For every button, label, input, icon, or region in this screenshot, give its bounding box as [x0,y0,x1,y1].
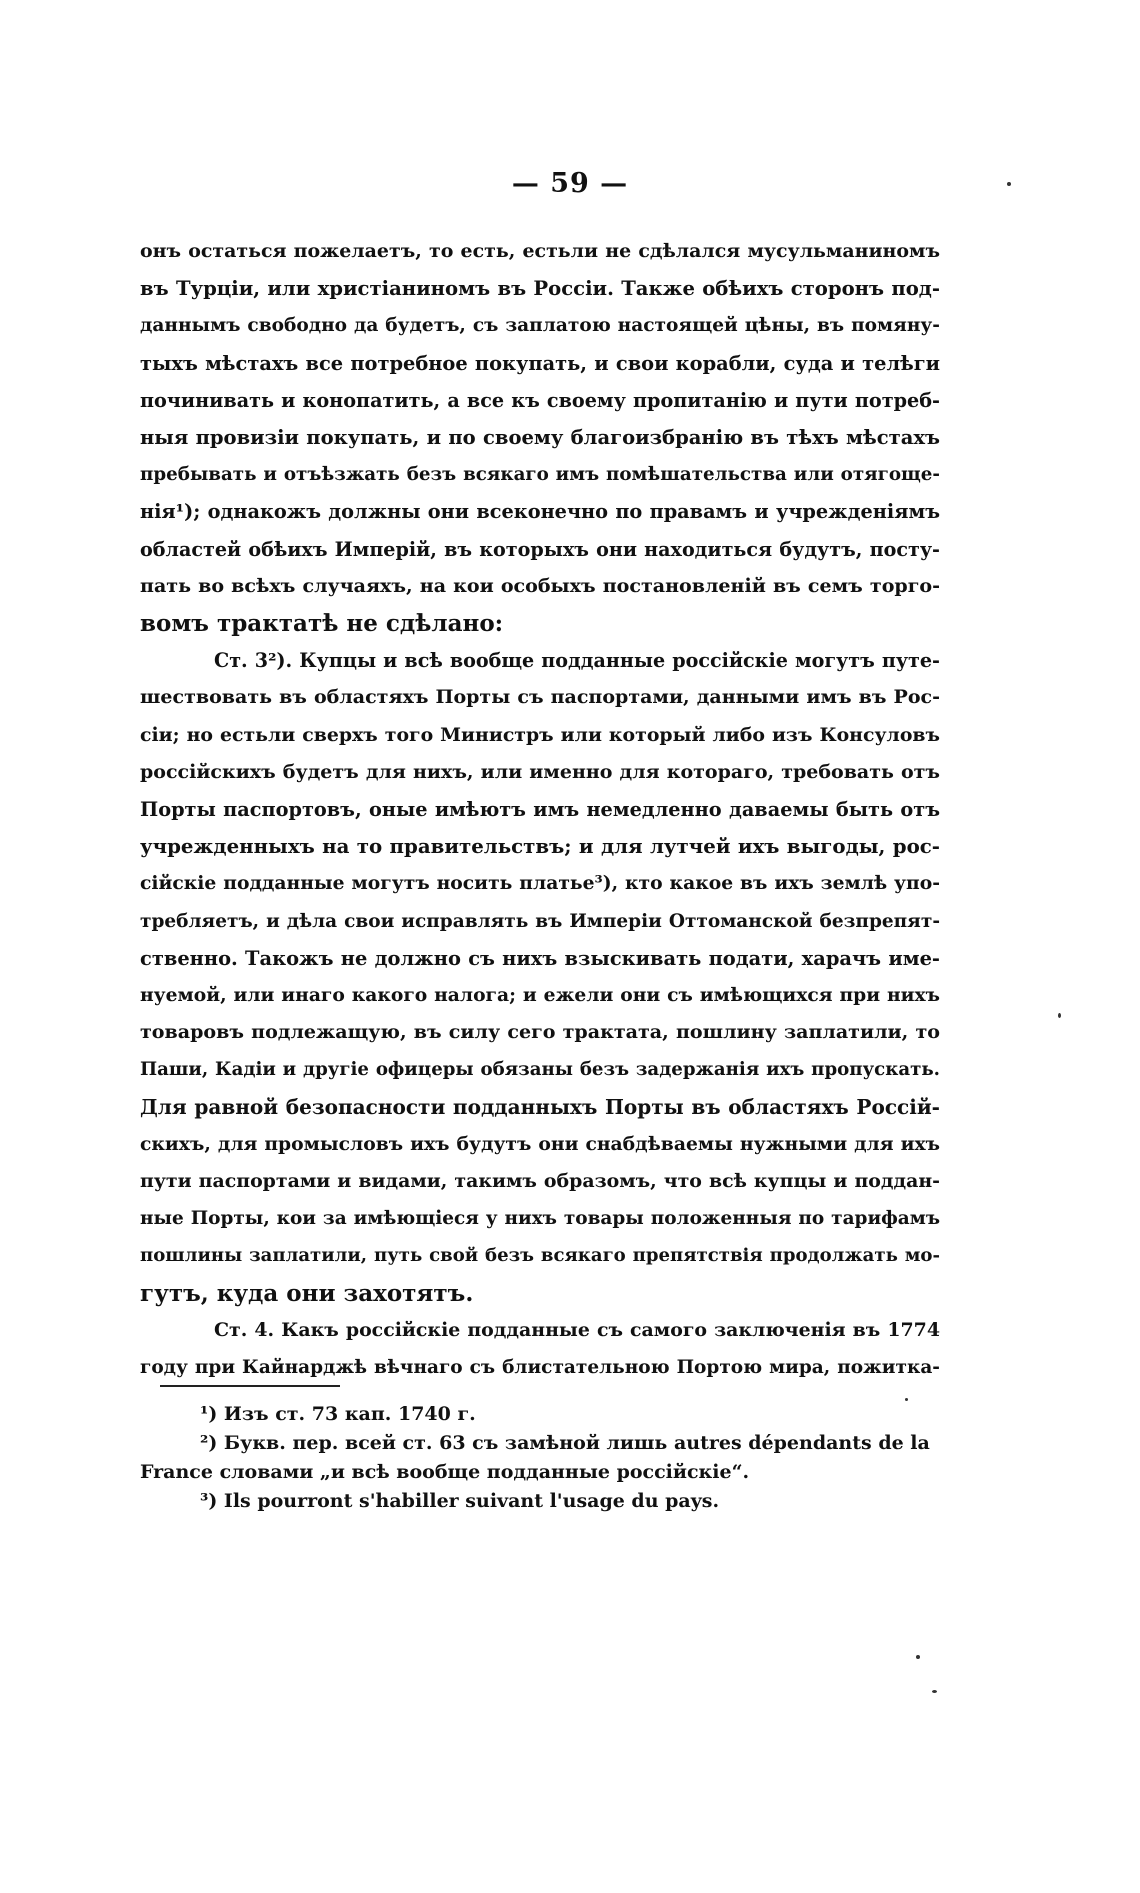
text-line: въ Турціи, или христіаниномъ въ Россіи. Также обѣихъ сторонъ под- [140,277,940,301]
text-line: пать во всѣхъ случаяхъ, на кои особыхъ постановленій въ семъ торго- [140,574,940,597]
text-line: ственно. Такожъ не должно съ нихъ взыскивать подати, харачъ име- [140,946,940,970]
paragraph-1 [140,233,940,642]
text-line: нуемой, или инаго какого налога; и ежели они съ имѣющихся при нихъ [140,984,940,1007]
text-line: шествовать въ областяхъ Порты съ паспортами, данными имъ въ Рос- [140,686,940,709]
text-line: областей обѣихъ Имперій, въ которыхъ они находиться будутъ, посту- [140,537,940,561]
text-line: пути паспортами и видами, такимъ образомъ, что всѣ купцы и поддан- [140,1170,940,1193]
text-line: Паши, Кадіи и другіе офицеры обязаны безъ задержанія ихъ пропускать. [140,1059,940,1081]
text-line: нія¹); однакожъ должны они всеконечно по правамъ и учрежденіямъ [140,500,940,524]
text-line: сійскіе подданные могутъ носить платье³), кто какое въ ихъ землѣ упо- [140,872,940,895]
text-line: онъ остаться пожелаетъ, то есть, естьли не сдѣлался мусульманиномъ [140,240,940,262]
footnote-2-continued: France словами „и всѣ вообще подданные россійскіе“. [140,1461,750,1483]
scan-speck [916,1655,920,1659]
footnote-1: ¹) Изъ ст. 73 кап. 1740 г. [200,1403,476,1425]
text-line: Для равной безопасности подданныхъ Порты въ областяхъ Россій- [140,1094,940,1119]
text-line: году при Кайнарджѣ вѣчнаго съ блистательною Портою мира, пожитка- [140,1357,940,1379]
text-line: учрежденныхъ на то правительствъ; и для лутчей ихъ выгоды, рос- [140,834,940,859]
text-line: Порты паспортовъ, оные имѣютъ имъ немедленно даваемы быть отъ [140,798,940,822]
text-line: починивать и конопатить, а все къ своему пропитанію и пути потреб- [140,388,940,412]
scan-speck [1007,182,1011,186]
paragraph-article-3 [140,642,940,1312]
text-line: россійскихъ будетъ для нихъ, или именно для котораго, требовать отъ [140,760,940,783]
text-line: Ст. 3²). Купцы и всѣ вообще подданные россійскіе могутъ путе- [214,649,940,673]
text-line: вомъ трактатѣ не сдѣлано: [140,610,504,638]
footnotes [140,1400,940,1516]
paragraph-article-4 [140,1312,940,1386]
text-line: ныя провизіи покупать, и по своему благоизбранію въ тѣхъ мѣстахъ [140,426,940,450]
text-line: сіи; но естьли сверхъ того Министръ или который либо изъ Консуловъ [140,723,940,746]
footnote-2: ²) Букв. пер. всей ст. 63 съ замѣной лишь autres dépendants de la [200,1432,930,1454]
scan-speck [932,1690,937,1693]
text-line: тыхъ мѣстахъ все потребное покупать, и свои корабли, суда и телѣги [140,351,940,375]
text-line: даннымъ свободно да будетъ, съ заплатою настоящей цѣны, въ помяну- [140,315,940,337]
body-text [140,233,940,1386]
scan-speck [905,1398,908,1401]
text-line: пребывать и отъѣзжать безъ всякаго имъ помѣшательства или отягоще- [140,464,940,486]
scan-speck [1058,1013,1061,1018]
text-line: пошлины заплатили, путь свой безъ всякаго препятствія продолжать мо- [140,1245,940,1267]
footnote-divider [160,1385,340,1387]
page-number: — 59 — [511,168,629,199]
text-line: скихъ, для промысловъ ихъ будутъ они снабдѣваемы нужными для ихъ [140,1132,940,1155]
text-line: требляетъ, и дѣла свои исправлять въ Имперіи Оттоманской безпрепят- [140,910,940,932]
text-line: гутъ, куда они захотятъ. [140,1279,474,1307]
footnote-3: ³) Ils pourront s'habiller suivant l'usage du pays. [200,1490,720,1512]
text-line: товаровъ подлежащую, въ силу сего трактата, пошлину заплатили, то [140,1021,940,1044]
text-line: Ст. 4. Какъ россійскіе подданные съ самого заключенія въ 1774 [214,1318,940,1341]
text-line: ные Порты, кои за имѣющіеся у нихъ товары положенныя по тарифамъ [140,1208,940,1230]
